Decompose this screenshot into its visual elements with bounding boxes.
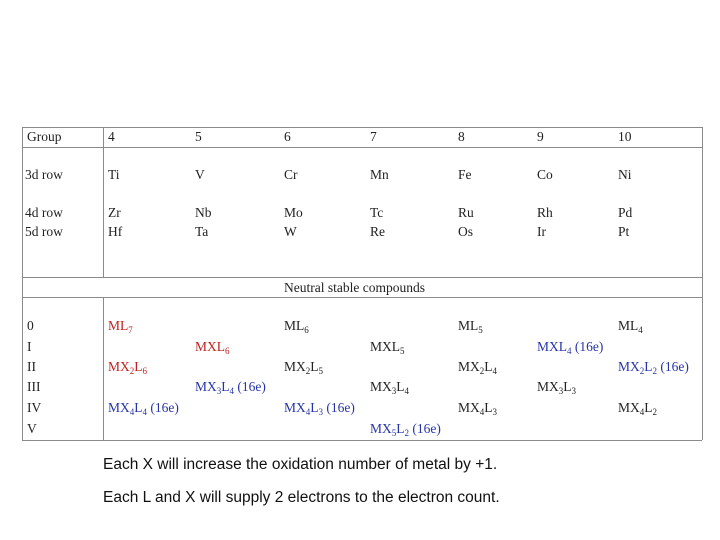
section-divider-bottom xyxy=(22,297,702,298)
element-ir: Ir xyxy=(537,224,546,239)
group-10-header: 10 xyxy=(618,129,632,144)
compound-table xyxy=(22,127,702,440)
table-border-right xyxy=(702,127,703,440)
element-fe: Fe xyxy=(458,167,472,182)
element-ru: Ru xyxy=(458,205,474,220)
element-rh: Rh xyxy=(537,205,553,220)
compound-mx4l4-16e: $MX_4L_4$ (16e) xyxy=(108,400,179,417)
group-7-header: 7 xyxy=(370,129,377,144)
group-6-header: 6 xyxy=(284,129,291,144)
table-border-left xyxy=(22,127,23,440)
compound-mx4l2: $MX_4L_2$ xyxy=(618,400,658,417)
note-electron-count: Each L and X will supply 2 electrons to the electron count. xyxy=(103,489,500,506)
element-zr: Zr xyxy=(108,205,121,220)
element-pd: Pd xyxy=(618,205,633,220)
group-header: Group xyxy=(27,129,62,144)
group-5-header: 5 xyxy=(195,129,202,144)
compound-mx2l5: $MX_2L_5$ xyxy=(284,359,324,376)
element-hf: Hf xyxy=(108,224,123,239)
group-8-header: 8 xyxy=(458,129,465,144)
compound-mx3l4: $MX_3L_4$ xyxy=(370,379,410,396)
table-border-bottom xyxy=(22,440,702,441)
compound-ml4: $ML_4$ xyxy=(618,318,643,335)
row-label-3d: 3d row xyxy=(25,167,63,182)
compound-mxl5: $MXL_5$ xyxy=(370,339,405,356)
row-label-5d: 5d row xyxy=(25,224,63,239)
compound-ml5: $ML_5$ xyxy=(458,318,483,335)
ox-label-3: III xyxy=(27,379,41,394)
compound-mx4l3: $MX_4L_3$ xyxy=(458,400,498,417)
element-os: Os xyxy=(458,224,474,239)
group-9-header: 9 xyxy=(537,129,544,144)
section-title: Neutral stable compounds xyxy=(284,280,425,295)
element-pt: Pt xyxy=(618,224,630,239)
compound-mx2l6: $MX_2L_6$ xyxy=(108,359,148,376)
element-ta: Ta xyxy=(195,224,209,239)
ox-label-1: I xyxy=(27,339,32,354)
section-divider-top xyxy=(22,277,702,278)
compound-mxl4-16e: $MXL_4$ (16e) xyxy=(537,339,604,356)
table-border-top xyxy=(22,127,702,128)
compound-mx4l3-16e: $MX_4L_3$ (16e) xyxy=(284,400,355,417)
compound-mx5l2-16e: $MX_5L_2$ (16e) xyxy=(370,421,441,438)
element-ti: Ti xyxy=(108,167,120,182)
ox-label-5: V xyxy=(27,421,37,436)
compound-mx3l4-16e: $MX_3L_4$ (16e) xyxy=(195,379,266,396)
element-ni: Ni xyxy=(618,167,632,182)
element-v: V xyxy=(195,167,205,182)
element-nb: Nb xyxy=(195,205,212,220)
note-oxidation: Each X will increase the oxidation number of metal by +1. xyxy=(103,456,498,473)
label-column-divider xyxy=(103,127,104,277)
element-re: Re xyxy=(370,224,385,239)
label-column-divider-lower xyxy=(103,297,104,440)
element-co: Co xyxy=(537,167,553,182)
compound-mxl6: $MXL_6$ xyxy=(195,339,230,356)
ox-label-0: 0 xyxy=(27,318,34,333)
group-4-header: 4 xyxy=(108,129,115,144)
ox-label-2: II xyxy=(27,359,36,374)
compound-mx2l4: $MX_2L_4$ xyxy=(458,359,498,376)
compound-ml7: $ML_7$ xyxy=(108,318,133,335)
compound-ml6: $ML_6$ xyxy=(284,318,309,335)
element-w: W xyxy=(284,224,297,239)
element-cr: Cr xyxy=(284,167,298,182)
header-divider xyxy=(22,147,702,148)
row-label-4d: 4d row xyxy=(25,205,63,220)
ox-label-4: IV xyxy=(27,400,42,415)
element-mn: Mn xyxy=(370,167,389,182)
element-mo: Mo xyxy=(284,205,303,220)
element-tc: Tc xyxy=(370,205,384,220)
compound-mx2l2-16e: $MX_2L_2$ (16e) xyxy=(618,359,689,376)
compound-mx3l3: $MX_3L_3$ xyxy=(537,379,577,396)
